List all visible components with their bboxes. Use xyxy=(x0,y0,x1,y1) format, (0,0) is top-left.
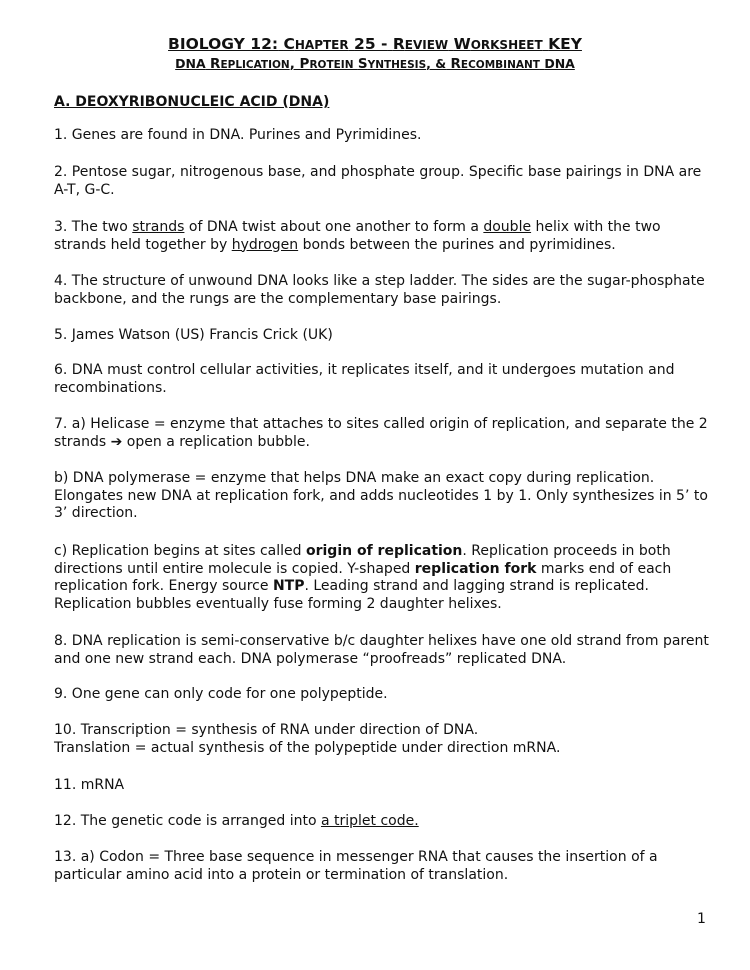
title-worksheet-rest: ORKSHEET xyxy=(470,38,543,52)
title-chapter-rest: HAPTER xyxy=(294,38,349,52)
page-number: 1 xyxy=(697,911,706,927)
subtitle-dna-end: DNA xyxy=(544,56,575,71)
subtitle-recombinant-rest: ECOMBINANT xyxy=(460,59,540,71)
subtitle-synthesis-rest: YNTHESIS xyxy=(367,59,427,71)
answer-3-blank-double: double xyxy=(483,219,532,235)
title-chapter-initial: C xyxy=(283,35,295,53)
answer-12 xyxy=(54,813,714,831)
answer-12-blank-triplet: a triplet code. xyxy=(320,813,419,829)
section-heading-dna: A. DEOXYRIBONUCLEIC ACID (DNA) xyxy=(54,94,330,110)
answer-10-line-1: 10. Transcription = synthesis of RNA under direction of DNA. xyxy=(54,722,479,738)
answer-7b: b) DNA polymerase = enzyme that helps DNA make an exact copy during replication. Elongates new DNA at replication fork, and adds nucleotides 1 by 1. Only synthesizes in 5’ to 3’ direction. xyxy=(54,470,708,521)
subtitle-recombinant-initial: R xyxy=(450,56,461,72)
title-chapter-number: 25 - xyxy=(354,35,388,53)
answer-7a xyxy=(54,416,714,451)
answer-9: 9. One gene can only code for one polypeptide. xyxy=(54,686,388,702)
answer-3-text-c: helix with the two strands held together by xyxy=(54,219,661,253)
subtitle-replication-initial: R xyxy=(210,56,221,72)
answer-3-text-d: bonds between the purines and pyrimidines. xyxy=(298,236,616,253)
answer-7c-text-b: . Replication proceeds in both directions until entire molecule is copied. Y-shaped xyxy=(54,543,671,577)
answer-8: 8. DNA replication is semi-conservative b/c daughter helixes have one old strand from parent and one new strand each. DNA polymerase “proofreads” replicated DNA. xyxy=(54,633,709,667)
answer-2: 2. Pentose sugar, nitrogenous base, and phosphate group. Specific base pairings in DNA are A-T, G-C. xyxy=(54,164,702,198)
title-review-rest: EVIEW xyxy=(404,38,449,52)
worksheet-subtitle xyxy=(0,56,750,72)
answer-7c xyxy=(54,543,714,613)
answer-3-text-b: of DNA twist about one another to form a xyxy=(184,219,484,235)
answer-7c-text-a: c) Replication begins at sites called xyxy=(54,543,306,559)
title-subject: BIOLOGY 12: xyxy=(168,35,279,53)
answer-3-text-a: 3. The two xyxy=(54,219,133,235)
answer-13a: 13. a) Codon = Three base sequence in messenger RNA that causes the insertion of a particular amino acid into a protein or termination of translation. xyxy=(54,849,658,883)
answer-10-line-2: Translation = actual synthesis of the polypeptide under direction mRNA. xyxy=(54,740,561,756)
subtitle-protein-initial: , P xyxy=(289,56,310,72)
answer-7c-bold-fork: replication fork xyxy=(414,560,537,577)
answer-3 xyxy=(54,219,714,254)
answer-7a-text-b: open a replication bubble. xyxy=(122,433,310,450)
answer-3-blank-hydrogen: hydrogen xyxy=(231,236,299,253)
subtitle-protein-rest: ROTEIN xyxy=(309,59,354,71)
answer-5: 5. James Watson (US) Francis Crick (UK) xyxy=(54,327,333,343)
worksheet-title xyxy=(0,35,750,53)
arrow-icon: ➔ xyxy=(110,433,123,450)
answer-7c-text-c: marks end of each replication fork. Energy source xyxy=(54,560,672,594)
answer-3-blank-strands: strands xyxy=(132,219,185,235)
answer-11: 11. mRNA xyxy=(54,777,125,793)
answer-7c-bold-ntp: NTP xyxy=(272,578,305,594)
answer-12-text: 12. The genetic code is arranged into xyxy=(54,813,321,829)
subtitle-dna: DNA xyxy=(175,56,206,71)
answer-6: 6. DNA must control cellular activities, it replicates itself, and it undergoes mutation and recombinations. xyxy=(54,362,675,396)
subtitle-ampersand: , & xyxy=(426,56,447,71)
subtitle-replication-rest: EPLICATION xyxy=(220,59,290,71)
subtitle-synthesis-initial: S xyxy=(357,56,368,72)
title-worksheet-initial: W xyxy=(453,35,471,53)
title-review-initial: R xyxy=(392,35,405,53)
answer-7c-bold-origin: origin of replication xyxy=(305,543,463,559)
answer-1: 1. Genes are found in DNA. Purines and Pyrimidines. xyxy=(54,127,422,143)
answer-7c-text-d: . Leading strand and lagging strand is replicated. Replication bubbles eventually fuse forming 2 daughter helixes. xyxy=(54,578,649,612)
answer-4: 4. The structure of unwound DNA looks like a step ladder. The sides are the sugar-phosphate backbone, and the rungs are the complementary base pairings. xyxy=(54,273,705,307)
title-key: KEY xyxy=(548,35,582,53)
answer-7a-text-a: 7. a) Helicase = enzyme that attaches to sites called origin of replication, and separate the 2 strands xyxy=(54,416,708,450)
